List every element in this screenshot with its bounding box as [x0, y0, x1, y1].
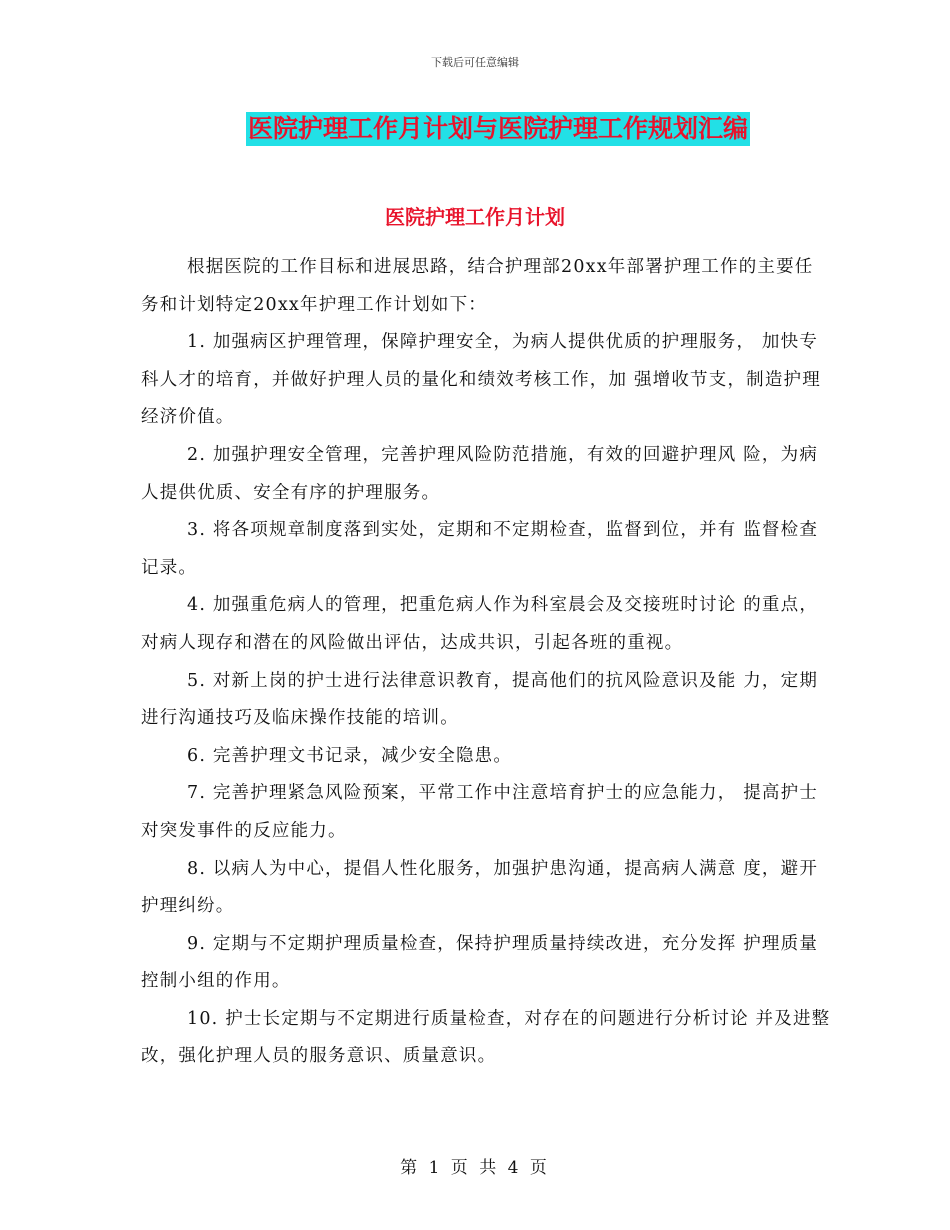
- document-title: 医院护理工作月计划与医院护理工作规划汇编: [246, 112, 750, 146]
- paragraph-intro: 根据医院的工作目标和进展思路，结合护理部20xx年部署护理工作的主要任务和计划特定20xx年护理工作计划如下：: [141, 257, 814, 315]
- section-title: 医院护理工作月计划: [385, 205, 565, 229]
- paragraph-item-5: 5. 对新上岗的护士进行法律意识教育，提高他们的抗风险意识及能 力，定期进行沟通技巧及临床操作技能的培训。: [141, 670, 819, 729]
- paragraph-item-3: 3. 将各项规章制度落到实处，定期和不定期检查，监督到位，并有 监督检查记录。: [141, 520, 819, 578]
- document-title-container: [0, 112, 950, 146]
- paragraph-item-9: 9. 定期与不定期护理质量检查，保持护理质量持续改进，充分发挥 护理质量控制小组的作用。: [141, 933, 819, 992]
- paragraph-item-4: 4. 加强重危病人的管理，把重危病人作为科室晨会及交接班时讨论 的重点，对病人现存和潜在的风险做出评估，达成共识，引起各班的重视。: [141, 595, 819, 653]
- page-number-footer: 第 1 页 共 4 页: [400, 1158, 550, 1178]
- paragraph-item-6: 6. 完善护理文书记录，减少安全隐患。: [187, 745, 513, 766]
- paragraph-item-8: 8. 以病人为中心，提倡人性化服务，加强护患沟通，提高病人满意 度，避开护理纠纷。: [141, 858, 819, 917]
- paragraph-item-10: 10. 护士长定期与不定期进行质量检查，对存在的问题进行分析讨论 并及进整改，强化护理人员的服务意识、质量意识。: [141, 1008, 831, 1067]
- paragraph-item-2: 2. 加强护理安全管理，完善护理风险防范措施，有效的回避护理风 险，为病人提供优质、安全有序的护理服务。: [141, 444, 819, 503]
- paragraph-item-7: 7. 完善护理紧急风险预案，平常工作中注意培育护士的应急能力， 提高护士对突发事件的反应能力。: [141, 783, 819, 841]
- document-body: [141, 249, 831, 1076]
- paragraph-item-1: 1. 加强病区护理管理，保障护理安全，为病人提供优质的护理服务， 加快专科人才的培育，并做好护理人员的量化和绩效考核工作，加 强增收节支，制造护理经济价值。: [141, 332, 821, 428]
- header-note: 下载后可任意编辑: [431, 56, 519, 69]
